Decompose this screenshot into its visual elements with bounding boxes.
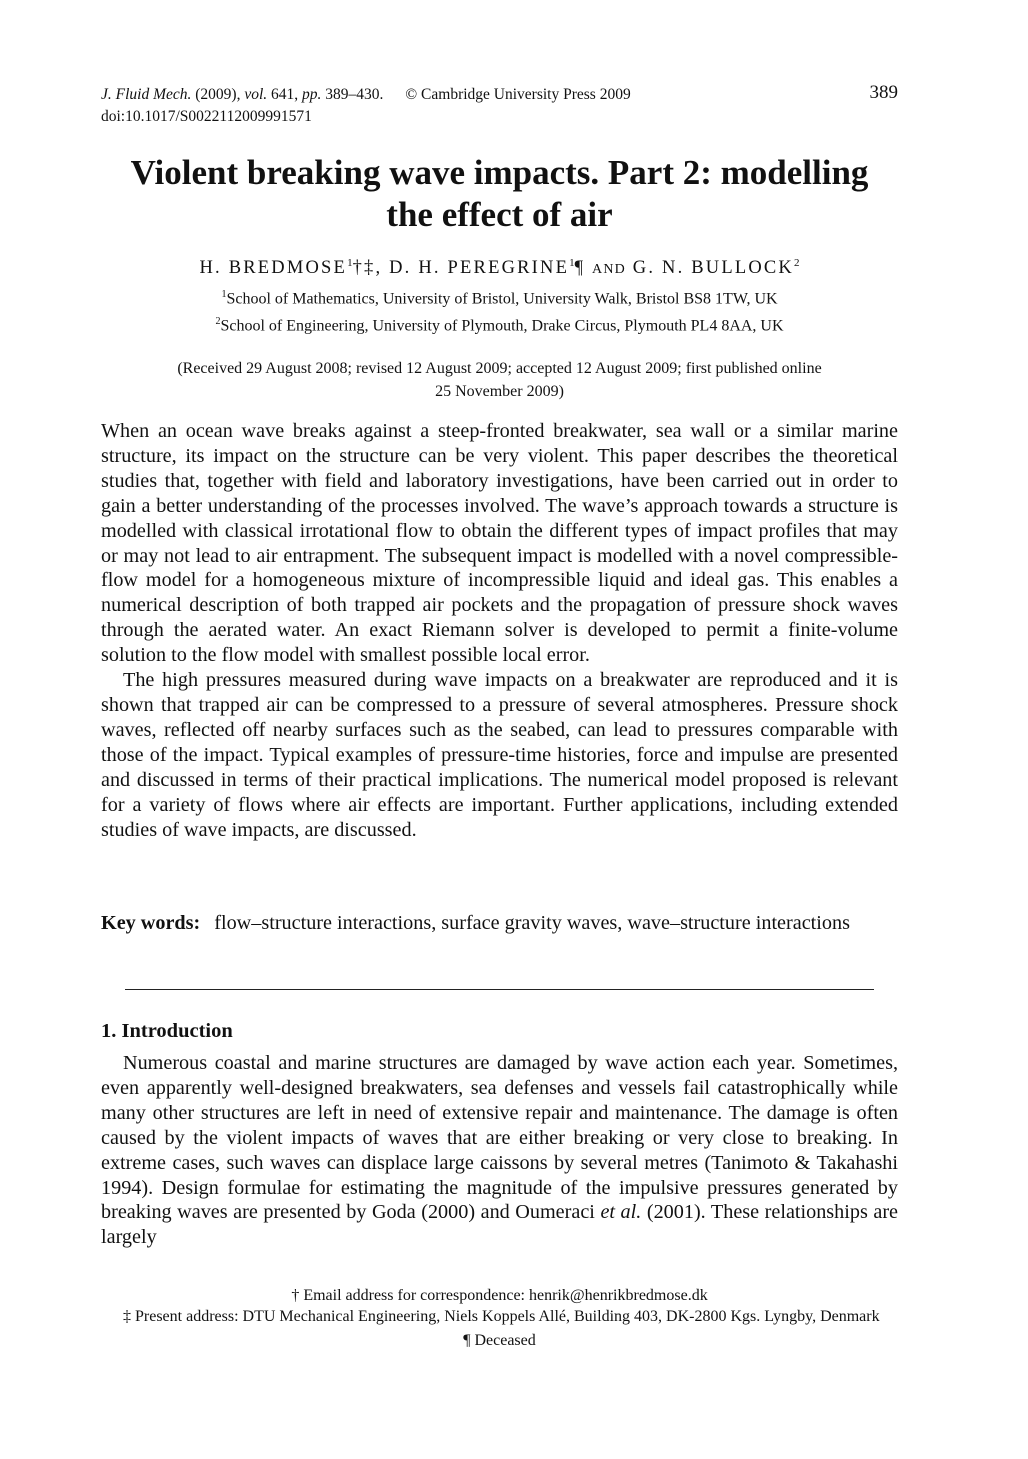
paper-title: Violent breaking wave impacts. Part 2: modelling the effect of air [130,153,869,234]
abstract-paragraph-2: The high pressures measured during wave impacts on a breakwater are reproduced and it is shown that trapped air can be compressed to a pressure of several atmospheres. Pressure shock waves, reflected off nearby surfaces such as the seabed, can lead to pressures comparable with those of the impact. Typical examples of pressure-time histories, force and impulse are presented and discussed in terms of their practical implications. The numerical model proposed is relevant for a variety of flows where air effects are important. Further applications, including extended studies of wave impacts, are discussed. [101,669,898,841]
footnote-deceased: ¶ Deceased [463,1332,536,1349]
received-dates: (Received 29 August 2008; revised 12 August 2009; accepted 12 August 2009; first published online 25 November 2009) [177,360,822,400]
footnotes [101,1285,898,1351]
running-header [101,84,898,128]
key-words-text: flow–structure interactions, surface gravity waves, wave–structure interactions [214,912,850,934]
abstract-paragraph-1: When an ocean wave breaks against a steep-fronted breakwater, sea wall or a similar marine structure, its impact on the structure can be very violent. This paper describes the theoretical studies that, together with field and laboratory investigations, have been carried out in order to gain a better understanding of the processes involved. The wave’s approach towards a structure is modelled with classical irrotational flow to obtain the different types of impact profiles that may or may not lead to air entrapment. The subsequent impact is modelled with a novel compressible-flow model for a homogeneous mixture of incompressible liquid and ideal gas. This enables a numerical description of both trapped air pockets and the propagation of pressure shock waves through the aerated water. An exact Riemann solver is developed to permit a finite-volume solution to the flow model with smallest possible local error. [101,420,898,667]
copyright-notice: © Cambridge University Press 2009 [405,86,631,103]
divider-rule [125,989,874,990]
section-heading-introduction: 1. Introduction [101,1020,233,1042]
footnote-email: † Email address for correspondence: henrik@henrikbredmose.dk [291,1287,708,1304]
introduction-paragraph: Numerous coastal and marine structures are damaged by wave action each year. Sometimes, even apparently well-designed breakwaters, sea defenses and vessels fail catastrophically while many other structures are left in need of extensive repair and maintenance. The damage is often caused by the violent impacts of waves that are either breaking or very close to breaking. In extreme cases, such waves can displace large caissons by several metres (Tanimoto & Takahashi 1994). Design formulae for estimating the magnitude of the impulsive pressures generated by breaking waves are presented by Goda (2000) and Oumeraci et al. (2001). These relationships are largely [101,1052,898,1249]
footnote-present-address: ‡ Present address: DTU Mechanical Engineering, Niels Koppels Allé, Building 403, DK-2800 Kgs. Lyngby, Denmark [123,1308,880,1325]
abstract [101,419,898,842]
key-words [101,911,898,936]
affiliation-2: $^2$School of Engineering, University of Plymouth, Drake Circus, Plymouth PL4 8AA, UK [215,316,784,335]
affiliation-1: $^1$School of Mathematics, University of Bristol, University Walk, Bristol BS8 1TW, UK [221,289,778,308]
author-list: H. BREDMOSE$^1$†‡, D. H. PEREGRINE$^1$¶ AND G. N. BULLOCK$^2$ [199,257,800,279]
journal-citation: J. Fluid Mech. (2009), vol. 641, pp. 389–430. © Cambridge University Press 2009 [101,86,631,103]
doi-link[interactable]: doi:10.1017/S0022112009991571 [101,108,312,125]
key-words-label: Key words: [101,912,201,934]
page-number: 389 [869,82,898,103]
